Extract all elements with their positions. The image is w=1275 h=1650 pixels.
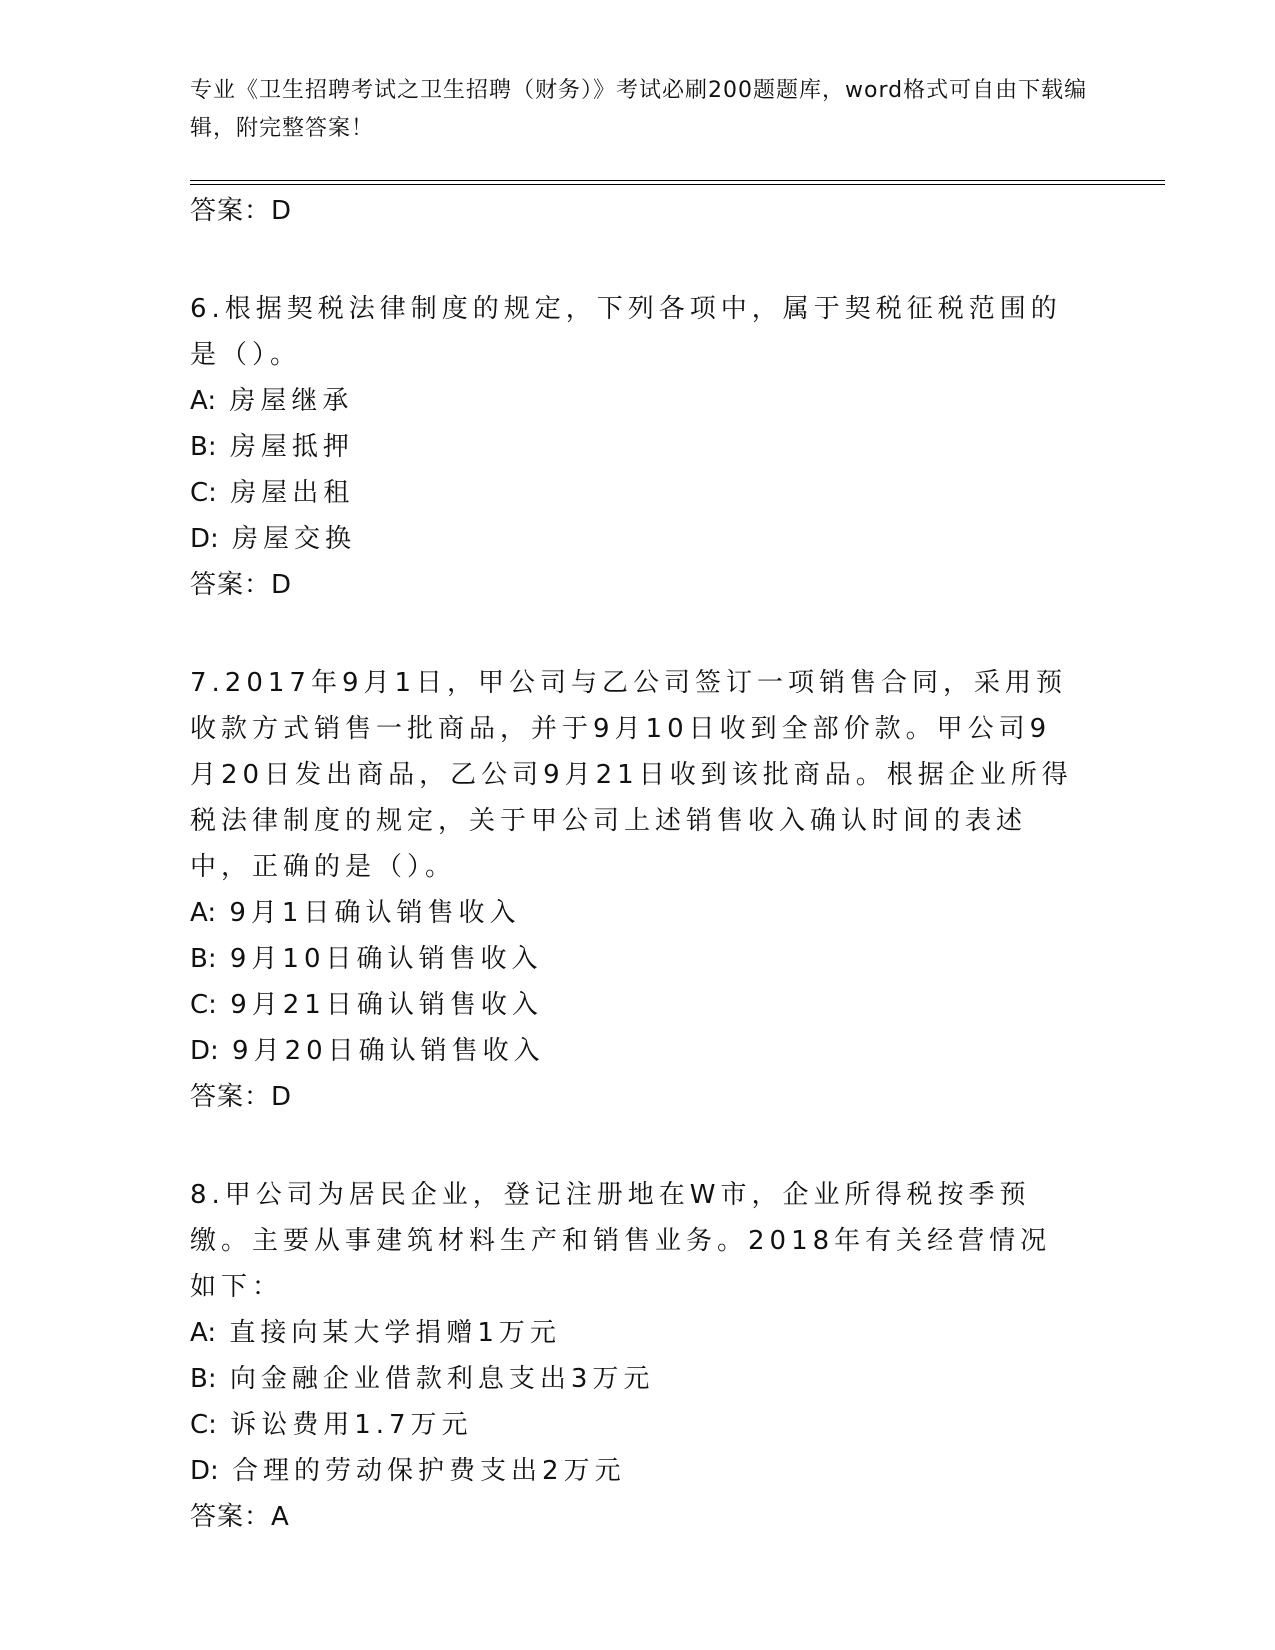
option-key: B: — [190, 944, 217, 974]
option-text: 9月1日确认销售收入 — [229, 898, 521, 928]
option-text: 合理的劳动保护费支出2万元 — [232, 1456, 626, 1486]
option-text: 直接向某大学捐赠1万元 — [229, 1318, 561, 1348]
option-text: 房屋继承 — [229, 386, 354, 416]
answer-label: 答案： — [190, 570, 272, 600]
answer-label: 答案： — [190, 1082, 272, 1112]
option-key: C: — [190, 1410, 217, 1440]
option-b — [190, 936, 1090, 982]
page-header: 专业《卫生招聘考试之卫生招聘（财务）》考试必刷200题题库，word格式可自由下载编辑，附完整答案！ — [190, 78, 1088, 141]
option-key: A: — [190, 1318, 217, 1348]
answer-line — [190, 1494, 1090, 1540]
answer-label: 答案： — [190, 1502, 272, 1532]
question-6 — [190, 286, 1090, 608]
question-7 — [190, 660, 1090, 1120]
answer-value: D — [271, 1082, 293, 1112]
header-rule-top — [190, 180, 1165, 181]
option-text: 9月20日确认销售收入 — [232, 1036, 545, 1066]
option-d — [190, 1448, 1090, 1494]
question-8 — [190, 1172, 1090, 1540]
option-c — [190, 982, 1090, 1028]
option-text: 向金融企业借款利息支出3万元 — [229, 1364, 655, 1394]
option-text: 9月10日确认销售收入 — [229, 944, 543, 974]
answer-line — [190, 188, 1090, 234]
option-key: D: — [190, 1036, 219, 1066]
option-key: D: — [190, 1456, 219, 1486]
option-text: 房屋交换 — [232, 524, 357, 554]
option-key: A: — [190, 898, 217, 928]
answer-line — [190, 1074, 1090, 1120]
option-c — [190, 1402, 1090, 1448]
question-text: 7.2017年9月1日，甲公司与乙公司签订一项销售合同，采用预收款方式销售一批商品，并于9月10日收到全部价款。甲公司9月20日发出商品，乙公司9月21日收到该批商品。根据企业所得税法律制度的规定，关于甲公司上述销售收入确认时间的表述中，正确的是（）。 — [190, 668, 1073, 882]
answer-line — [190, 562, 1090, 608]
option-text: 诉讼费用1.7万元 — [230, 1410, 473, 1440]
option-b — [190, 424, 1090, 470]
option-c — [190, 470, 1090, 516]
answer-label: 答案： — [190, 196, 272, 226]
option-text: 9月21日确认销售收入 — [230, 990, 543, 1020]
option-a — [190, 1310, 1090, 1356]
option-text: 房屋抵押 — [229, 432, 354, 462]
option-key: A: — [190, 386, 217, 416]
option-b — [190, 1356, 1090, 1402]
option-key: B: — [190, 1364, 217, 1394]
question-text: 8.甲公司为居民企业，登记注册地在W市，企业所得税按季预缴。主要从事建筑材料生产和销售业务。2018年有关经营情况如下： — [190, 1180, 1052, 1302]
option-text: 房屋出租 — [230, 478, 355, 508]
option-a — [190, 890, 1090, 936]
answer-value: D — [271, 196, 293, 226]
question-text: 6.根据契税法律制度的规定，下列各项中，属于契税征税范围的是（）。 — [190, 294, 1062, 370]
option-key: B: — [190, 432, 217, 462]
option-d — [190, 1028, 1090, 1074]
answer-value: A — [271, 1502, 290, 1532]
option-key: C: — [190, 478, 217, 508]
answer-value: D — [271, 570, 293, 600]
option-key: D: — [190, 524, 219, 554]
option-a — [190, 378, 1090, 424]
question-list — [190, 188, 1090, 1540]
option-key: C: — [190, 990, 217, 1020]
header-rule-bottom — [190, 184, 1165, 185]
option-d — [190, 516, 1090, 562]
